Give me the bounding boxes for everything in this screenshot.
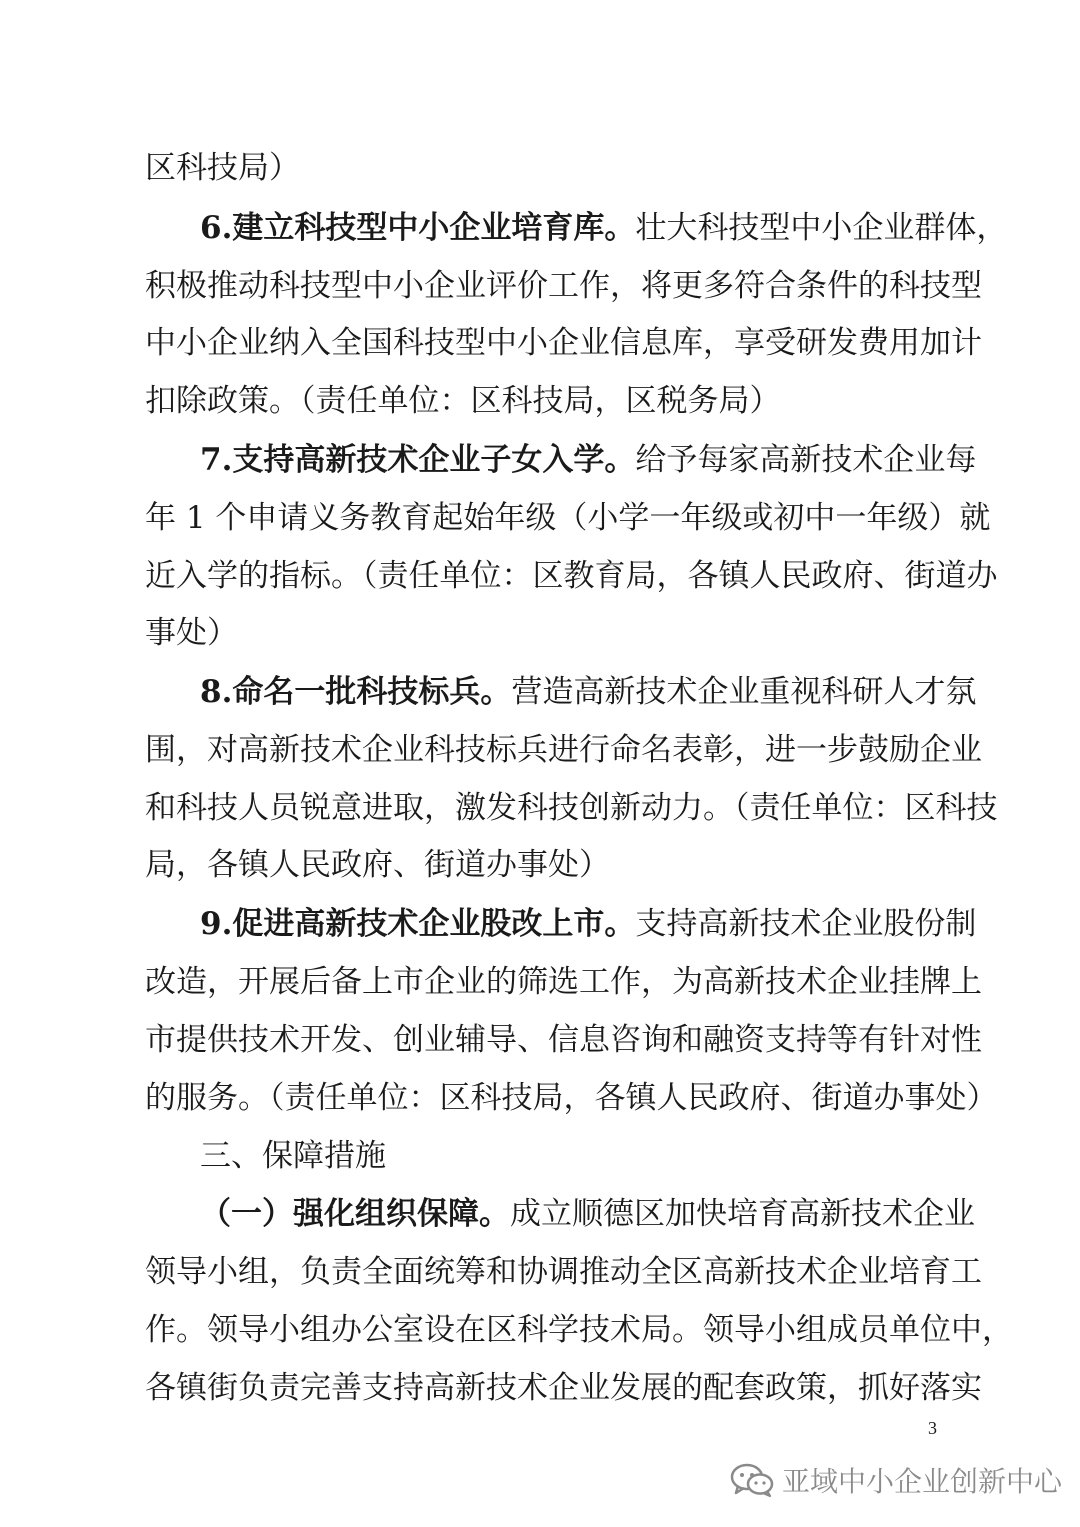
line-text: 各镇街负责完善支持高新技术企业发展的配套政策，抓好落实 — [145, 1370, 982, 1406]
section-heading — [200, 1136, 935, 1176]
item-8-title: 8.命名一批科技标兵。 — [200, 674, 512, 710]
line-text: 的服务。（责任单位：区科技局，各镇人民政府、街道办事处） — [145, 1080, 998, 1116]
line-text: 市提供技术开发、创业辅导、信息咨询和融资支持等有针对性 — [145, 1022, 982, 1058]
line-text: 支持高新技术企业股份制 — [635, 906, 977, 942]
text-line — [145, 1252, 982, 1292]
line-text: 区科技局） — [145, 150, 300, 186]
line-text: 积极推动科技型中小企业评价工作，将更多符合条件的科技型 — [145, 268, 982, 304]
line-text: 中小企业纳入全国科技型中小企业信息库，享受研发费用加计 — [145, 325, 982, 361]
text-line — [145, 1310, 1013, 1350]
text-line — [145, 266, 982, 306]
item-7-first-line — [200, 440, 977, 480]
text-line — [145, 845, 935, 885]
line-text: 围，对高新技术企业科技标兵进行命名表彰，进一步鼓励企业 — [145, 732, 982, 768]
section-heading-text: 三、保障措施 — [200, 1138, 386, 1174]
text-line — [145, 962, 982, 1002]
subsection-1-first-line — [200, 1194, 975, 1234]
watermark-text: 亚域中小企业创新中心 — [782, 1465, 1063, 1498]
item-7-title: 7.支持高新技术企业子女入学。 — [200, 442, 636, 478]
wechat-icon — [730, 1462, 774, 1498]
text-line — [145, 1020, 982, 1060]
line-text: 营造高新技术企业重视科研人才氛 — [511, 674, 977, 710]
line-text: 作。领导小组办公室设在区科学技术局。领导小组成员单位中， — [145, 1312, 1013, 1348]
line-text: 成立顺德区加快培育高新技术企业 — [510, 1196, 975, 1232]
line-text: 壮大科技型中小企业群体， — [635, 210, 1008, 246]
subsection-1-title: （一）强化组织保障。 — [200, 1196, 510, 1232]
text-line — [145, 1078, 998, 1118]
watermark — [730, 1460, 1062, 1500]
line-text: 年 1 个申请义务教育起始年级（小学一年级或初中一年级）就 — [145, 500, 991, 536]
line-text: 领导小组，负责全面统筹和协调推动全区高新技术企业培育工 — [145, 1254, 982, 1290]
line-text: 近入学的指标。（责任单位：区教育局，各镇人民政府、街道办 — [145, 558, 998, 594]
text-line — [145, 613, 935, 653]
line-text: 和科技人员锐意进取，激发科技创新动力。（责任单位：区科技 — [145, 790, 998, 826]
text-line — [145, 730, 982, 770]
line-text: 局，各镇人民政府、街道办事处） — [145, 847, 610, 883]
text-line — [145, 498, 991, 538]
line-text: 事处） — [145, 615, 238, 651]
text-line — [145, 148, 935, 188]
page-number: 3 — [928, 1418, 937, 1438]
line-text: 扣除政策。（责任单位：区科技局，区税务局） — [145, 383, 781, 419]
line-text: 给予每家高新技术企业每 — [635, 442, 977, 478]
text-line — [145, 788, 998, 828]
text-line — [145, 323, 982, 363]
text-line — [145, 1368, 982, 1408]
text-line — [145, 556, 998, 596]
item-8-first-line — [200, 672, 977, 712]
item-6-first-line — [200, 208, 1008, 248]
item-6-title: 6.建立科技型中小企业培育库。 — [200, 210, 636, 246]
item-9-title: 9.促进高新技术企业股改上市。 — [200, 906, 636, 942]
text-line — [145, 381, 935, 421]
item-9-first-line — [200, 904, 977, 944]
line-text: 改造，开展后备上市企业的筛选工作，为高新技术企业挂牌上 — [145, 964, 982, 1000]
